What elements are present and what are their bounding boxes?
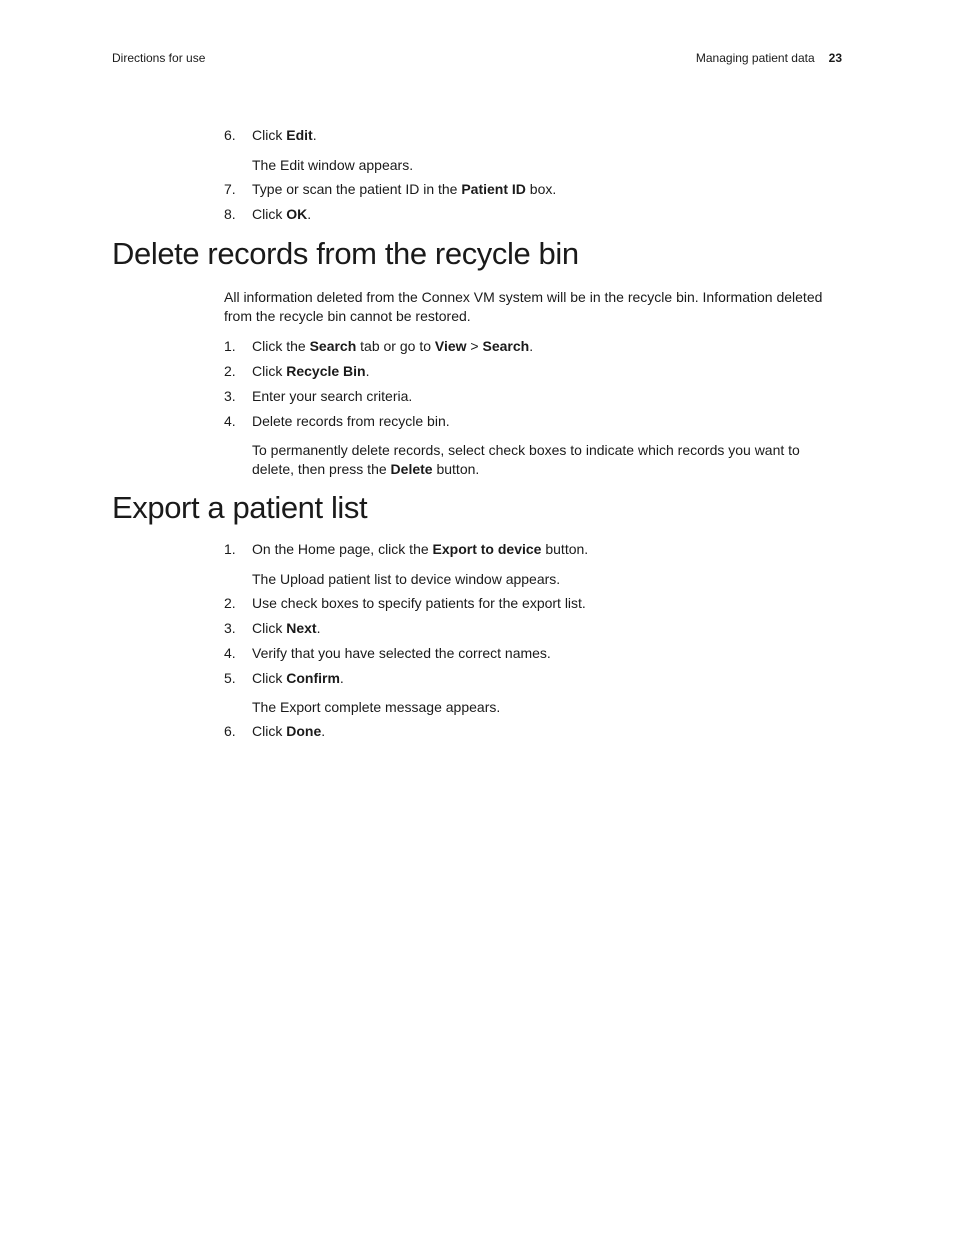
ui-term: Search xyxy=(309,338,357,354)
step-number: 6. xyxy=(224,127,236,143)
step-number: 2. xyxy=(224,363,236,379)
step-note: The Export complete message appears. xyxy=(252,699,501,715)
step-text: Verify that you have selected the correct names. xyxy=(252,645,551,661)
step-text: . xyxy=(321,723,326,739)
ui-term: View xyxy=(434,338,467,354)
step-number: 6. xyxy=(224,723,236,739)
step-text: box. xyxy=(525,181,557,197)
list-item xyxy=(224,206,311,222)
step-text: button. xyxy=(541,541,589,557)
step-number: 1. xyxy=(224,338,236,354)
step-text: Delete records from recycle bin. xyxy=(252,413,450,429)
ui-term: Done xyxy=(286,723,322,739)
step-number: 3. xyxy=(224,620,236,636)
step-text: > xyxy=(466,338,483,354)
ui-term: OK xyxy=(286,206,308,222)
list-item xyxy=(224,723,325,739)
step-note: The Edit window appears. xyxy=(252,157,414,173)
section-intro: All information deleted from the Connex VM system will be in the recycle bin. Information deleted from the recycle bin cannot be restored. xyxy=(224,289,823,324)
step-text: Enter your search criteria. xyxy=(252,388,413,404)
step-text: . xyxy=(307,206,312,222)
step-text: On the Home page, click the xyxy=(252,541,433,557)
list-item xyxy=(224,388,412,404)
ui-term: Next xyxy=(286,620,317,636)
step-note xyxy=(252,441,836,478)
step-number: 5. xyxy=(224,670,236,686)
step-number: 8. xyxy=(224,206,236,222)
list-item xyxy=(224,670,344,686)
step-number: 2. xyxy=(224,595,236,611)
step-text: Click the xyxy=(252,338,310,354)
step-text: Click xyxy=(252,620,287,636)
list-item xyxy=(224,620,320,636)
ui-term: Confirm xyxy=(286,670,340,686)
step-text: Type or scan the patient ID in the xyxy=(252,181,462,197)
step-text: tab or go to xyxy=(356,338,435,354)
step-text: . xyxy=(529,338,534,354)
ui-term: Export to device xyxy=(432,541,542,557)
step-text: Click xyxy=(252,363,287,379)
step-text: . xyxy=(339,670,344,686)
step-text: Use check boxes to specify patients for the export list. xyxy=(252,595,586,611)
step-number: 4. xyxy=(224,413,236,429)
step-number: 3. xyxy=(224,388,236,404)
step-text: To permanently delete records, select check boxes to indicate which records you want to delete, then press the xyxy=(252,442,800,477)
step-text: . xyxy=(316,620,321,636)
step-number: 4. xyxy=(224,645,236,661)
list-item xyxy=(224,363,370,379)
step-text: Click xyxy=(252,206,287,222)
step-text: button. xyxy=(432,460,480,477)
running-header-left: Directions for use xyxy=(112,51,206,65)
section-heading-delete: Delete records from the recycle bin xyxy=(112,236,579,271)
ui-term: Patient ID xyxy=(461,181,526,197)
list-item xyxy=(224,127,317,143)
list-item xyxy=(224,645,551,661)
ui-term: Delete xyxy=(390,460,433,477)
step-text: Click xyxy=(252,670,287,686)
page-number: 23 xyxy=(828,51,842,65)
list-item xyxy=(224,595,586,611)
running-header-section: Managing patient data xyxy=(695,51,815,65)
step-text: . xyxy=(365,363,370,379)
step-number: 1. xyxy=(224,541,236,557)
step-text: Click xyxy=(252,723,287,739)
step-text: . xyxy=(312,127,317,143)
list-item xyxy=(224,338,533,354)
list-item xyxy=(224,541,588,557)
step-number: 7. xyxy=(224,181,236,197)
step-text: Click xyxy=(252,127,287,143)
ui-term: Recycle Bin xyxy=(286,363,366,379)
list-item xyxy=(224,413,450,429)
running-header-right xyxy=(696,51,842,65)
section-heading-export: Export a patient list xyxy=(112,490,368,525)
ui-term: Search xyxy=(482,338,530,354)
step-note: The Upload patient list to device window appears. xyxy=(252,571,561,587)
list-item xyxy=(224,181,556,197)
ui-term: Edit xyxy=(286,127,313,143)
